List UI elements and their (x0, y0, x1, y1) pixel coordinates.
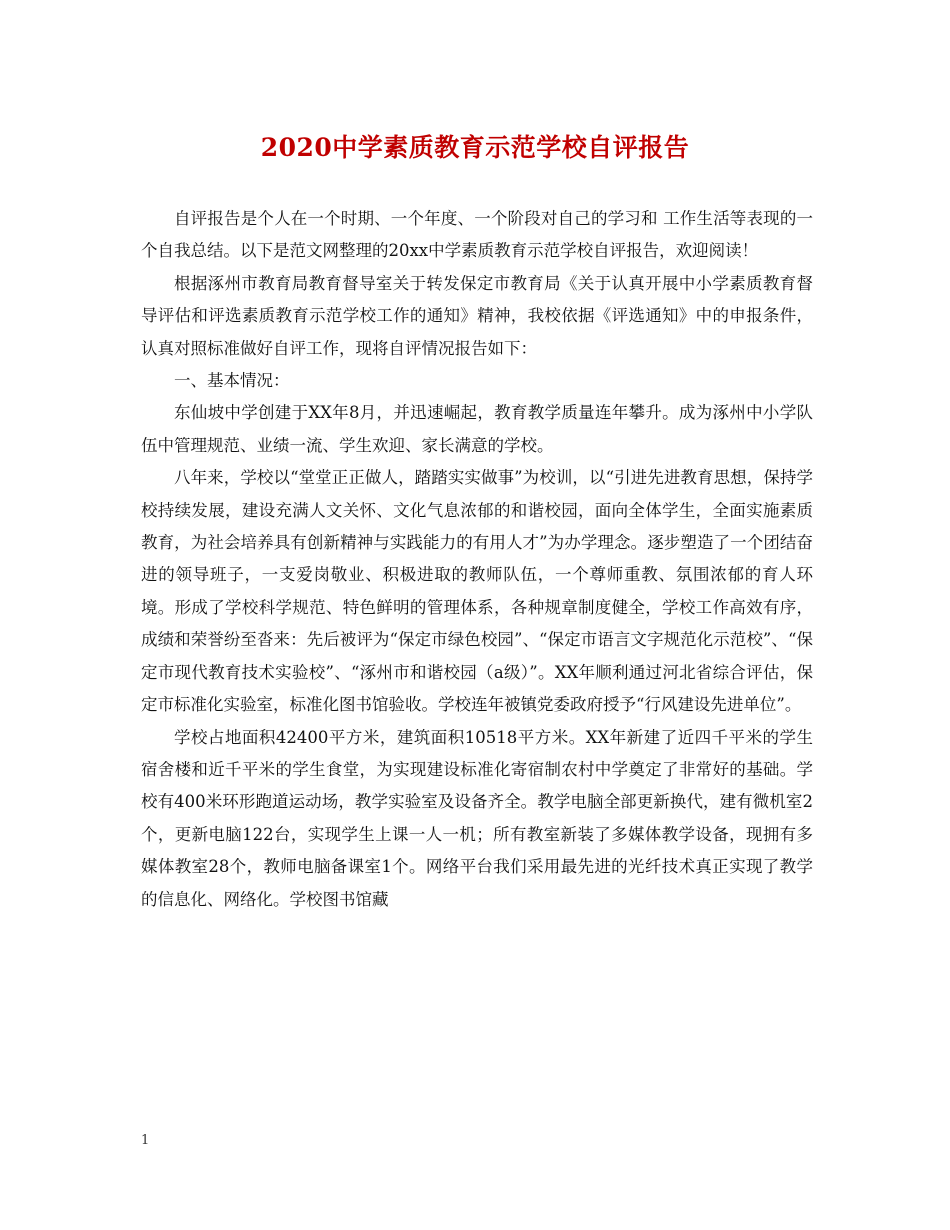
paragraph-school-founding: 东仙坡中学创建于XX年8月，并迅速崛起，教育教学质量连年攀升。成为涿州中小学队伍中管理规范、业绩一流、学生欢迎、家长满意的学校。 (141, 403, 813, 455)
paragraph-intro: 自评报告是个人在一个时期、一个年度、一个阶段对自己的学习和 工作生活等表现的一个自我总结。以下是范文网整理的20xx中学素质教育示范学校自评报告，欢迎阅读！ (141, 209, 813, 261)
paragraph-basis: 根据涿州市教育局教育督导室关于转发保定市教育局《关于认真开展中小学素质教育督导评估和评选素质教育示范学校工作的通知》精神，我校依据《评选通知》中的申报条件，认真对照标准做好自评工作，现将自评情况报告如下： (141, 273, 813, 358)
paragraph-school-philosophy: 八年来，学校以“堂堂正正做人，踏踏实实做事”为校训，以“引进先进教育思想，保持学校持续发展，建设充满人文关怀、文化气息浓郁的和谐校园，面向全体学生，全面实施素质教育，为社会培养具有创新精神与实践能力的有用人才”为办学理念。逐步塑造了一个团结奋进的领导班子，一支爱岗敬业、积极进取的教师队伍，一个尊师重教、氛围浓郁的育人环境。形成了学校科学规范、特色鲜明的管理体系，各种规章制度健全，学校工作高效有序，成绩和荣誉纷至沓来：先后被评为“保定市绿色校园”、“保定市语言文字规范化示范校”、“保定市现代教育技术实验校”、“涿州市和谐校园（a级）”。XX年顺利通过河北省综合评估，保定市标准化实验室，标准化图书馆验收。学校连年被镇党委政府授予“行风建设先进单位”。 (141, 468, 813, 715)
page-number: 1 (141, 1133, 150, 1148)
paragraph-school-facilities: 学校占地面积42400平方米，建筑面积10518平方米。XX年新建了近四千平米的学生宿舍楼和近千平米的学生食堂，为实现建设标准化寄宿制农村中学奠定了非常好的基础。学校有400米环形跑道运动场，教学实验室及设备齐全。教学电脑全部更新换代，建有微机室2个，更新电脑122台，实现学生上课一人一机；所有教室新装了多媒体教学设备，现拥有多媒体教室28个，教师电脑备课室1个。网络平台我们采用最先进的光纤技术真正实现了教学的信息化、网络化。学校图书馆藏 (141, 727, 813, 909)
section-heading-basic-info: 一、基本情况： (174, 371, 290, 391)
document-title: 2020中学素质教育示范学校自评报告 (260, 133, 690, 162)
document-body (141, 203, 813, 916)
